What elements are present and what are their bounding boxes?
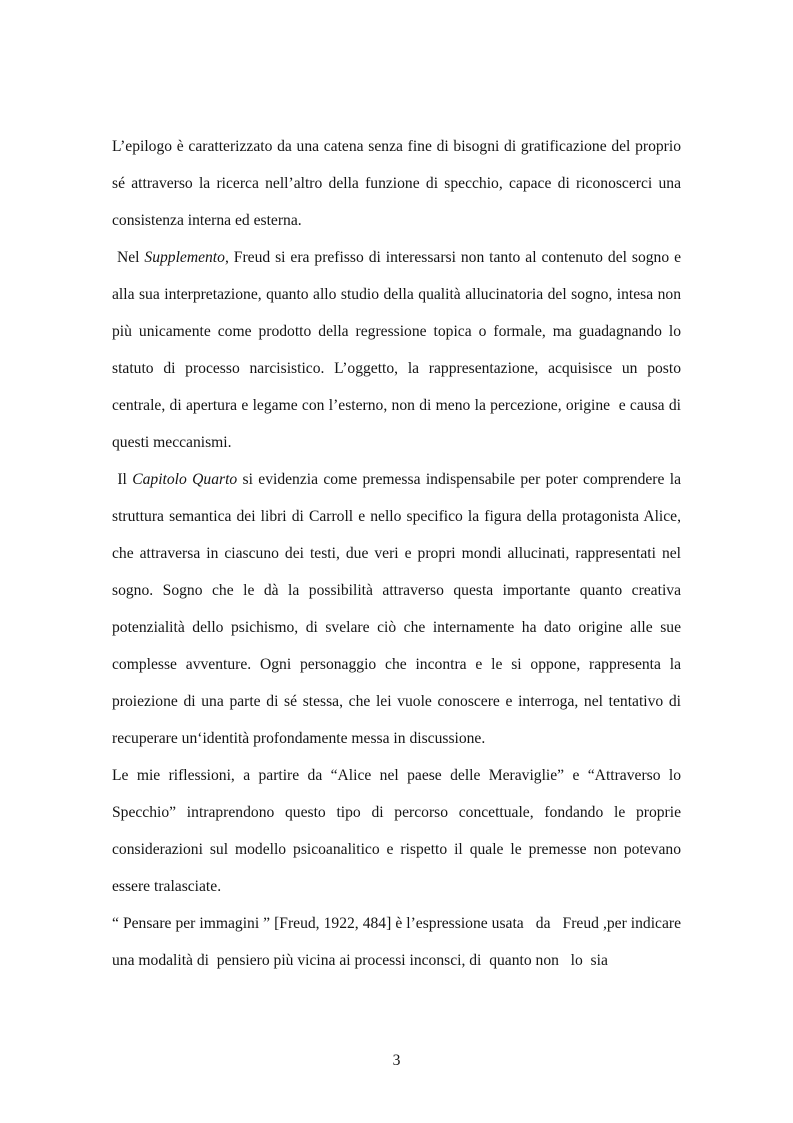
page-number: 3 xyxy=(392,1052,401,1069)
page-body-text xyxy=(112,128,685,979)
text-run: , Freud si era prefisso di interessarsi non tanto al contenuto del sogno e alla sua interpretazione, quanto allo studio della qualità allucinatoria del sogno, intesa non più unicamente come prodotto della regressione topica o formale, ma guadagnando lo statuto di processo narcisistico. L’oggetto, la rappresentazione, acquisisce un posto centrale, di apertura e legame con l’esterno, non di meno la percezione, origine e causa di questi meccanismi. xyxy=(112,249,685,451)
paragraph-p1 xyxy=(112,128,685,239)
paragraph-p5 xyxy=(112,905,685,979)
text-run: L’epilogo è caratterizzato da una catena senza fine di bisogni di gratificazione del proprio sé attraverso la ricerca nell’altro della funzione di specchio, capace di riconoscerci una consistenza interna ed esterna. xyxy=(112,138,685,229)
paragraph-p4 xyxy=(112,757,685,905)
text-run: “ Pensare per immagini ” [Freud, 1922, 484] è l’espressione usata da Freud ,per indicare una modalità di pensiero più vicina ai processi inconsci, di quanto non lo sia xyxy=(112,915,685,969)
italic-run: Supplemento xyxy=(144,249,225,266)
text-run: Le mie riflessioni, a partire da “Alice nel paese delle Meraviglie” e “Attraverso lo Specchio” intraprendono questo tipo di percorso concettuale, fondando le proprie considerazioni sul modello psicoanalitico e rispetto il quale le premesse non potevano essere tralasciate. xyxy=(112,767,685,895)
paragraph-p3 xyxy=(112,461,685,757)
text-run: Nel xyxy=(112,249,145,266)
text-run: si evidenzia come premessa indispensabile per poter comprendere la struttura semantica dei libri di Carroll e nello specifico la figura della protagonista Alice, che attraversa in ciascuno dei testi, due veri e propri mondi allucinati, rappresentati nel sogno. Sogno che le dà la possibilità attraverso questa importante quanto creativa potenzialità dello psichismo, di svelare ciò che internamente ha dato origine alle sue complesse avventure. Ogni personaggio che incontra e le si oppone, rappresenta la proiezione di una parte di sé stessa, che lei vuole conoscere e interroga, nel tentativo di recuperare un‘identità profondamente messa in discussione. xyxy=(112,471,685,747)
text-run: Il xyxy=(112,471,133,488)
italic-run: Capitolo Quarto xyxy=(132,471,238,488)
paragraph-p2 xyxy=(112,239,685,461)
